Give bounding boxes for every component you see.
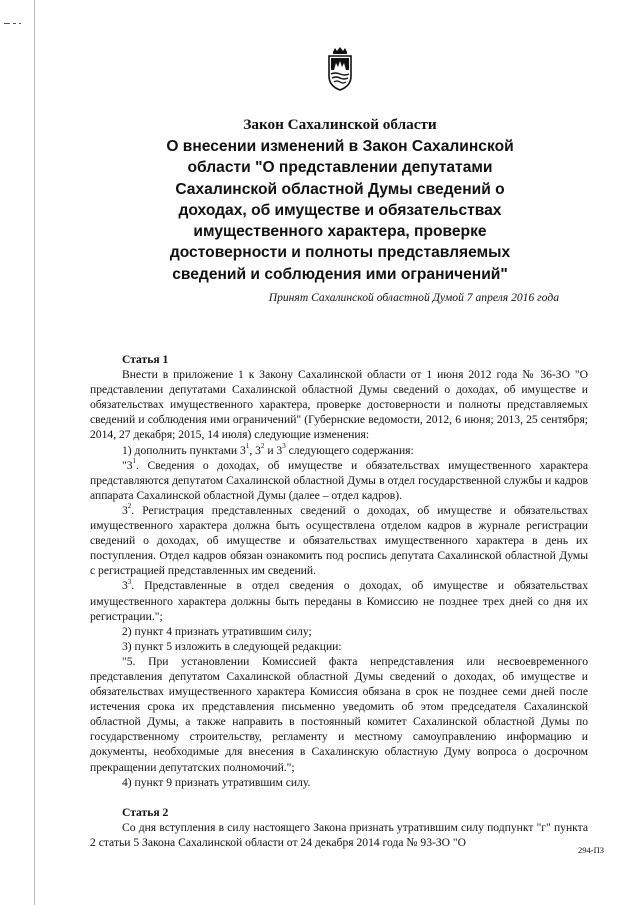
article-2-text: Со дня вступления в силу настоящего Закона признать утратившим силу подпункт "г" пункта 2 статьи 5 Закона Сахалинской области от 24 декабря 2014 года № 93-ЗО "О: [90, 820, 588, 849]
superscript: 2: [127, 502, 132, 511]
paragraph-3-1: [90, 458, 588, 503]
law-body: [90, 352, 588, 850]
amendment-item-1: [90, 443, 588, 458]
article-1-heading: Статья 1: [122, 353, 169, 366]
subject-line: области "О представлении депутатами: [187, 159, 493, 177]
item-text: следующего содержания:: [285, 443, 414, 457]
scan-fold-line: [34, 0, 35, 905]
law-subject: [120, 136, 560, 285]
spacer: [90, 790, 588, 805]
superscript: 1: [132, 456, 137, 465]
item-text: и 3: [264, 443, 283, 457]
subject-line: имущественного характера, проверке: [193, 223, 487, 241]
item-text: , 3: [249, 443, 261, 457]
item-text: 1) дополнить пунктами 3: [122, 443, 246, 457]
law-title-text: Закон Сахалинской области: [243, 116, 437, 133]
article-2-heading: Статья 2: [122, 805, 169, 819]
subject-line: Сахалинской областной Думы сведений о: [175, 180, 505, 198]
item-text: "3: [122, 458, 133, 472]
superscript: 1: [245, 441, 250, 450]
amendment-item-3: 3) пункт 5 изложить в следующей редакции:: [122, 639, 342, 653]
subject-line: достоверности и полноты представляемых: [169, 244, 511, 262]
subject-line: доходах, об имуществе и обязательствах: [178, 201, 502, 219]
item-text: 3: [122, 503, 128, 517]
law-title: [100, 116, 580, 134]
document-code: 294-ПЗ: [578, 845, 604, 855]
paragraph-5: "5. При установлении Комиссией факта непредставления или несвоевременного представления депутатом Сахалинской областной Думы сведений о доходах, об имуществе и обязательствах имущественного характера Комиссия обязана в срок не позднее семи дней после истечения срока их представления письменно уведомить об этом председателя Сахалинской областной Думы, а также направить в постоянный комитет Сахалинской областной Думы по государственному строительству, регламенту и местному самоуправлению информацию и документы, необходимые для внесения в Сахалинскую областную Думу вопроса о досрочном прекращении депутатских полномочий.";: [90, 654, 588, 774]
item-text: . Представленные в отдел сведения о доходах, об имуществе и обязательствах имущественного характера должны быть переданы в Комиссию не позднее трех дней со дня их регистрации.";: [90, 579, 588, 623]
article-1-intro: Внести в приложение 1 к Закону Сахалинской области от 1 июня 2012 года № 36-ЗО "О представлении депутатами Сахалинской областной Думы сведений о доходах, об имуществе и обязательствах имущественного характера, проверке достоверности и полноты представляемых сведений и соблюдения ими ограничений" (Губернские ведомости, 2012, 6 июня; 2013, 25 сентября; 2014, 27 декабря; 2015, 14 июля) следующие изменения:: [90, 368, 588, 442]
item-text: 3: [122, 579, 128, 593]
superscript: 3: [282, 441, 286, 450]
subject-line: О внесении изменений в Закон Сахалинской: [166, 138, 514, 155]
paragraph-3-3: [90, 578, 588, 623]
amendment-item-2: 2) пункт 4 признать утратившим силу;: [122, 624, 312, 638]
item-text: . Сведения о доходах, об имуществе и обязательствах имущественного характера представляются депутатом Сахалинской областной Думы в отдел государственной службы и кадров аппарата Сахалинской областной Думы (далее – отдел кадров).: [90, 458, 588, 502]
superscript: 2: [260, 441, 265, 450]
coat-of-arms-icon: [325, 46, 355, 92]
subject-line: сведений и соблюдения ими ограничений": [172, 265, 508, 283]
item-text: . Регистрация представленных сведений о доходах, об имуществе и обязательствах имущественного характера должна быть осуществлена отделом кадров в журнале регистрации сведений о доходах, об имуществе и обязательствах имущественного характера в день их поступления. Отдел кадров обязан ознакомить под роспись депутата Сахалинской областной Думы с регистрацией представленных им сведений.: [90, 503, 588, 578]
adoption-note: Принят Сахалинской областной Думой 7 апреля 2016 года: [268, 291, 559, 304]
superscript: 3: [127, 577, 132, 586]
paragraph-3-2: [90, 503, 588, 578]
amendment-item-4: 4) пункт 9 признать утратившим силу.: [122, 775, 311, 789]
scan-edge-mark: [4, 22, 26, 25]
